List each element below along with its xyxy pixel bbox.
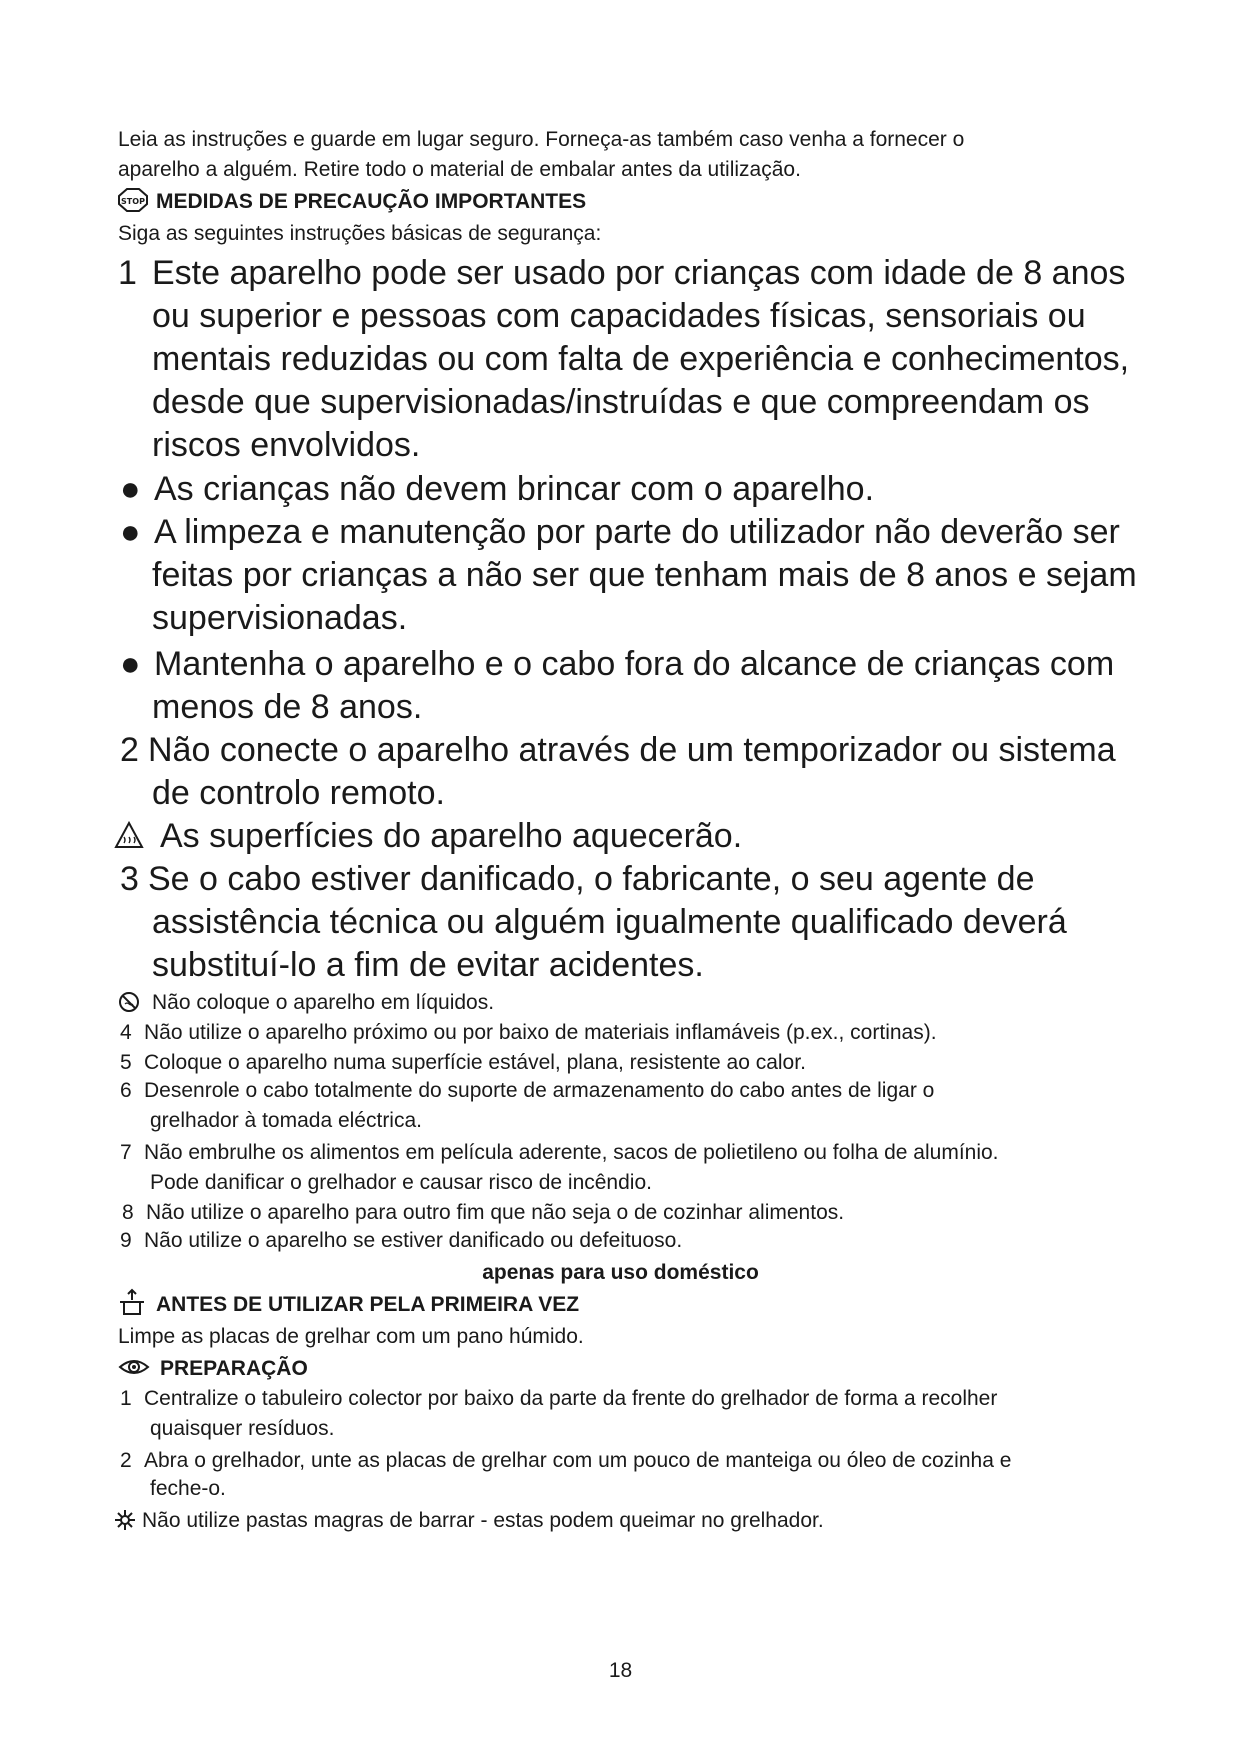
item-2-line-2: de controlo remoto.	[152, 774, 445, 812]
no-liquid-text: Não coloque o aparelho em líquidos.	[152, 991, 495, 1014]
tip-text: Não utilize pastas magras de barrar - estas podem queimar no grelhador.	[142, 1509, 824, 1532]
no-liquid-row	[118, 988, 494, 1018]
bullet-1-dot: ●	[120, 470, 141, 508]
item-2-number: 2	[120, 731, 139, 769]
item-9-number: 9	[120, 1229, 132, 1252]
item-1-line-5: riscos envolvidos.	[152, 426, 421, 464]
item-3-line-1: Se o cabo estiver danificado, o fabricante, o seu agente de	[148, 860, 1035, 898]
eye-icon	[118, 1357, 150, 1377]
tip-row	[114, 1506, 824, 1536]
item-3-line-2: assistência técnica ou alguém igualmente qualificado deverá	[152, 903, 1067, 941]
item-7-line-1: Não embrulhe os alimentos em película aderente, sacos de polietileno ou folha de alumínio.	[144, 1141, 999, 1164]
hot-surface-icon	[114, 821, 144, 849]
item-5-text: Coloque o aparelho numa superfície estável, plana, resistente ao calor.	[144, 1051, 806, 1074]
hot-warning-text: As superfícies do aparelho aquecerão.	[160, 817, 743, 855]
bullet-2-line-3: supervisionadas.	[152, 599, 408, 637]
bullet-3-line-2: menos de 8 anos.	[152, 688, 423, 726]
prep-item-2-line-1: Abra o grelhador, unte as placas de grelhar com um pouco de manteiga ou óleo de cozinha e	[144, 1449, 1012, 1472]
safety-heading: MEDIDAS DE PRECAUÇÃO IMPORTANTES	[156, 190, 587, 213]
intro-line-1: Leia as instruções e guarde em lugar seguro. Forneça-as também caso venha a fornecer o	[118, 128, 965, 151]
bullet-1-text: As crianças não devem brincar com o aparelho.	[154, 470, 875, 508]
hot-warning-row	[114, 815, 742, 858]
item-2-line-1: Não conecte o aparelho através de um temporizador ou sistema	[148, 731, 1116, 769]
prep-item-1-line-1: Centralize o tabuleiro colector por baixo da parte da frente do grelhador de forma a recolher	[144, 1387, 998, 1410]
safety-subheading: Siga as seguintes instruções básicas de segurança:	[118, 222, 602, 245]
item-1-line-4: desde que supervisionadas/instruídas e que compreendam os	[152, 383, 1090, 421]
item-7-number: 7	[120, 1141, 132, 1164]
intro-line-2: aparelho a alguém. Retire todo o material de embalar antes da utilização.	[118, 158, 801, 181]
prep-item-1-line-2: quaisquer resíduos.	[150, 1417, 335, 1440]
before-use-heading-row	[118, 1290, 579, 1320]
stop-icon	[118, 188, 148, 212]
item-1-line-3: mentais reduzidas ou com falta de experiência e conhecimentos,	[152, 340, 1130, 378]
before-use-heading: ANTES DE UTILIZAR PELA PRIMEIRA VEZ	[156, 1293, 580, 1316]
item-8-number: 8	[122, 1201, 134, 1224]
bullet-3-line-1: Mantenha o aparelho e o cabo fora do alcance de crianças com	[154, 645, 1115, 683]
unpack-box-icon	[118, 1288, 146, 1316]
page-number: 18	[608, 1659, 633, 1682]
item-4-text: Não utilize o aparelho próximo ou por baixo de materiais inflamáveis (p.ex., cortinas).	[144, 1021, 937, 1044]
item-6-number: 6	[120, 1079, 132, 1102]
item-8-text: Não utilize o aparelho para outro fim que não seja o de cozinhar alimentos.	[146, 1201, 845, 1224]
tip-star-icon	[114, 1509, 136, 1531]
item-1-line-2: ou superior e pessoas com capacidades físicas, sensoriais ou	[152, 297, 1086, 335]
item-1-number: 1	[118, 254, 137, 292]
safety-heading-row	[118, 187, 586, 217]
item-1-line-1: Este aparelho pode ser usado por crianças com idade de 8 anos	[152, 254, 1126, 292]
svg-text:STOP: STOP	[121, 197, 145, 207]
bullet-2-dot: ●	[120, 513, 141, 551]
prep-item-1-number: 1	[120, 1387, 132, 1410]
bullet-2-line-2: feitas por crianças a não ser que tenham mais de 8 anos e sejam	[152, 556, 1137, 594]
prep-item-2-line-2: feche-o.	[150, 1477, 226, 1500]
bullet-2-line-1: A limpeza e manutenção por parte do utilizador não deverão ser	[154, 513, 1120, 551]
domestic-use-notice: apenas para uso doméstico	[482, 1261, 759, 1284]
item-9-text: Não utilize o aparelho se estiver danificado ou defeituoso.	[144, 1229, 683, 1252]
bullet-3-dot: ●	[120, 645, 141, 683]
preparation-heading: PREPARAÇÃO	[160, 1357, 308, 1380]
prep-item-2-number: 2	[120, 1449, 132, 1472]
preparation-heading-row	[118, 1354, 308, 1384]
item-6-line-2: grelhador à tomada eléctrica.	[150, 1109, 422, 1132]
item-5-number: 5	[120, 1051, 132, 1074]
item-6-line-1: Desenrole o cabo totalmente do suporte de armazenamento do cabo antes de ligar o	[144, 1079, 935, 1102]
item-3-line-3: substituí-lo a fim de evitar acidentes.	[152, 946, 704, 984]
no-immerse-icon	[118, 991, 140, 1013]
before-use-text: Limpe as placas de grelhar com um pano húmido.	[118, 1325, 584, 1348]
item-3-number: 3	[120, 860, 139, 898]
item-7-line-2: Pode danificar o grelhador e causar risco de incêndio.	[150, 1171, 652, 1194]
item-4-number: 4	[120, 1021, 132, 1044]
